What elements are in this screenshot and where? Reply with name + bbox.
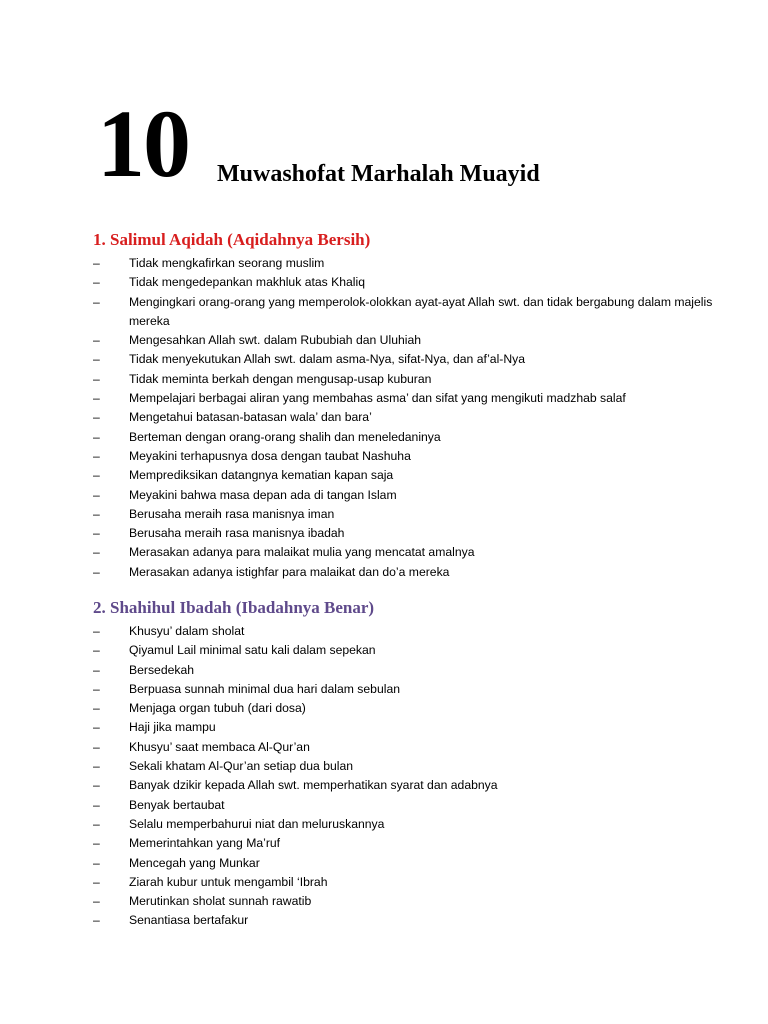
dash-bullet-icon: –: [93, 256, 100, 270]
list-item-text: Merutinkan sholat sunnah rawatib: [129, 894, 312, 909]
dash-bullet-icon: –: [93, 759, 100, 774]
dash-bullet-icon: –: [93, 739, 100, 754]
dash-bullet-icon: –: [93, 894, 100, 909]
list-item: [93, 466, 713, 485]
dash-bullet-icon: –: [93, 545, 100, 560]
list-item: [93, 911, 713, 930]
list-item: [93, 661, 713, 680]
list-item-text: Khusyu’ dalam sholat: [129, 624, 245, 638]
list-item: [93, 254, 713, 273]
section-shahihul-ibadah: [93, 597, 713, 931]
dash-bullet-icon: –: [93, 643, 100, 658]
list-item-text: Qiyamul Lail minimal satu kali dalam sepekan: [129, 643, 376, 658]
list-item: [93, 892, 713, 911]
dash-bullet-icon: –: [93, 913, 100, 928]
list-item-text: Meyakini terhapusnya dosa dengan taubat Nashuha: [129, 448, 411, 463]
dash-bullet-icon: –: [93, 526, 100, 541]
list-item: [93, 622, 713, 641]
list-item-text: Berpuasa sunnah minimal dua hari dalam sebulan: [129, 681, 400, 696]
dash-bullet-icon: –: [93, 816, 100, 831]
list-item: [93, 563, 713, 582]
list-item-text: Memprediksikan datangnya kematian kapan saja: [129, 468, 394, 483]
list-item-text: Khusyu’ saat membaca Al-Qur’an: [129, 739, 310, 754]
list-item-text: Merasakan adanya para malaikat mulia yang mencatat amalnya: [129, 545, 475, 560]
list-item-text: Sekali khatam Al-Qur’an setiap dua bulan: [129, 759, 354, 774]
list-item-text: Tidak mengedepankan makhluk atas Khaliq: [129, 275, 365, 290]
title-number: 10: [97, 90, 189, 197]
list-item: [93, 524, 713, 543]
list-item-text: Mengesahkan Allah swt. dalam Rububiah dan Uluhiah: [129, 333, 422, 348]
list-item-text: Berteman dengan orang-orang shalih dan meneledaninya: [129, 429, 441, 444]
dash-bullet-icon: –: [93, 352, 100, 367]
dash-bullet-icon: –: [93, 564, 100, 579]
list-item: [93, 680, 713, 699]
dash-bullet-icon: –: [93, 371, 100, 386]
list-item: [93, 757, 713, 776]
list-item-text: Mencegah yang Munkar: [129, 855, 260, 870]
list-item: [93, 641, 713, 660]
list-item-text: Mempelajari berbagai aliran yang membahas asma’ dan sifat yang mengikuti madzhab salaf: [129, 391, 626, 406]
section-salimul-aqidah: [93, 229, 713, 582]
list-item-text: Mengingkari orang-orang yang memperolok-olokkan ayat-ayat Allah swt. dan tidak bergabung dalam majelis mereka: [129, 294, 713, 328]
list-item-text: Tidak meminta berkah dengan mengusap-usap kuburan: [129, 371, 432, 386]
list-item-text: Ziarah kubur untuk mengambil ‘Ibrah: [129, 874, 328, 889]
list-item-text: Berusaha meraih rasa manisnya ibadah: [129, 526, 345, 541]
list-item-text: Banyak dzikir kepada Allah swt. memperhatikan syarat dan adabnya: [129, 778, 498, 793]
dash-bullet-icon: –: [93, 720, 100, 735]
item-list: [93, 622, 713, 931]
document-title: Muwashofat Marhalah Muayid: [217, 161, 540, 187]
list-item: [93, 370, 713, 389]
dash-bullet-icon: –: [93, 333, 100, 348]
dash-bullet-icon: –: [93, 662, 100, 677]
list-item: [93, 873, 713, 892]
list-item-text: Mengetahui batasan-batasan wala’ dan bara’: [129, 410, 372, 425]
list-item-text: Bersedekah: [129, 662, 195, 677]
dash-bullet-icon: –: [93, 681, 100, 696]
dash-bullet-icon: –: [93, 391, 100, 406]
dash-bullet-icon: –: [93, 468, 100, 483]
document-title-block: [97, 90, 540, 197]
list-item-text: Tidak menyekutukan Allah swt. dalam asma-Nya, sifat-Nya, dan af’al-Nya: [129, 352, 526, 367]
section-heading: 1. Salimul Aqidah (Aqidahnya Bersih): [93, 230, 371, 249]
list-item: [93, 350, 713, 369]
list-item: [93, 447, 713, 466]
list-item: [93, 389, 713, 408]
list-item-text: Menjaga organ tubuh (dari dosa): [129, 701, 306, 716]
dash-bullet-icon: –: [93, 624, 100, 638]
list-item-text: Berusaha meraih rasa manisnya iman: [129, 506, 335, 521]
list-item-text: Senantiasa bertafakur: [129, 913, 249, 928]
dash-bullet-icon: –: [93, 506, 100, 521]
dash-bullet-icon: –: [93, 701, 100, 716]
list-item-text: Memerintahkan yang Ma’ruf: [129, 836, 281, 851]
list-item-text: Merasakan adanya istighfar para malaikat dan do’a mereka: [129, 564, 450, 579]
section-heading: 2. Shahihul Ibadah (Ibadahnya Benar): [93, 598, 375, 617]
list-item-text: Haji jika mampu: [129, 720, 216, 735]
dash-bullet-icon: –: [93, 410, 100, 425]
list-item-text: Selalu memperbahurui niat dan meluruskannya: [129, 816, 385, 831]
dash-bullet-icon: –: [93, 294, 100, 309]
dash-bullet-icon: –: [93, 275, 100, 290]
dash-bullet-icon: –: [93, 778, 100, 793]
list-item: [93, 543, 713, 562]
dash-bullet-icon: –: [93, 797, 100, 812]
list-item: [93, 428, 713, 447]
list-item: [93, 273, 713, 292]
dash-bullet-icon: –: [93, 855, 100, 870]
list-item-text: Tidak mengkafirkan seorang muslim: [129, 256, 325, 270]
list-item: [93, 796, 713, 815]
list-item: [93, 408, 713, 427]
list-item-text: Benyak bertaubat: [129, 797, 225, 812]
list-item: [93, 738, 713, 757]
list-item: [93, 854, 713, 873]
list-item: [93, 834, 713, 853]
list-item: [93, 699, 713, 718]
dash-bullet-icon: –: [93, 487, 100, 502]
dash-bullet-icon: –: [93, 448, 100, 463]
item-list: [93, 254, 713, 582]
list-item: [93, 486, 713, 505]
dash-bullet-icon: –: [93, 429, 100, 444]
dash-bullet-icon: –: [93, 836, 100, 851]
dash-bullet-icon: –: [93, 874, 100, 889]
list-item: [93, 776, 713, 795]
list-item: [93, 815, 713, 834]
list-item: [93, 505, 713, 524]
list-item: [93, 718, 713, 737]
list-item: [93, 293, 713, 332]
list-item: [93, 331, 713, 350]
list-item-text: Meyakini bahwa masa depan ada di tangan Islam: [129, 487, 397, 502]
